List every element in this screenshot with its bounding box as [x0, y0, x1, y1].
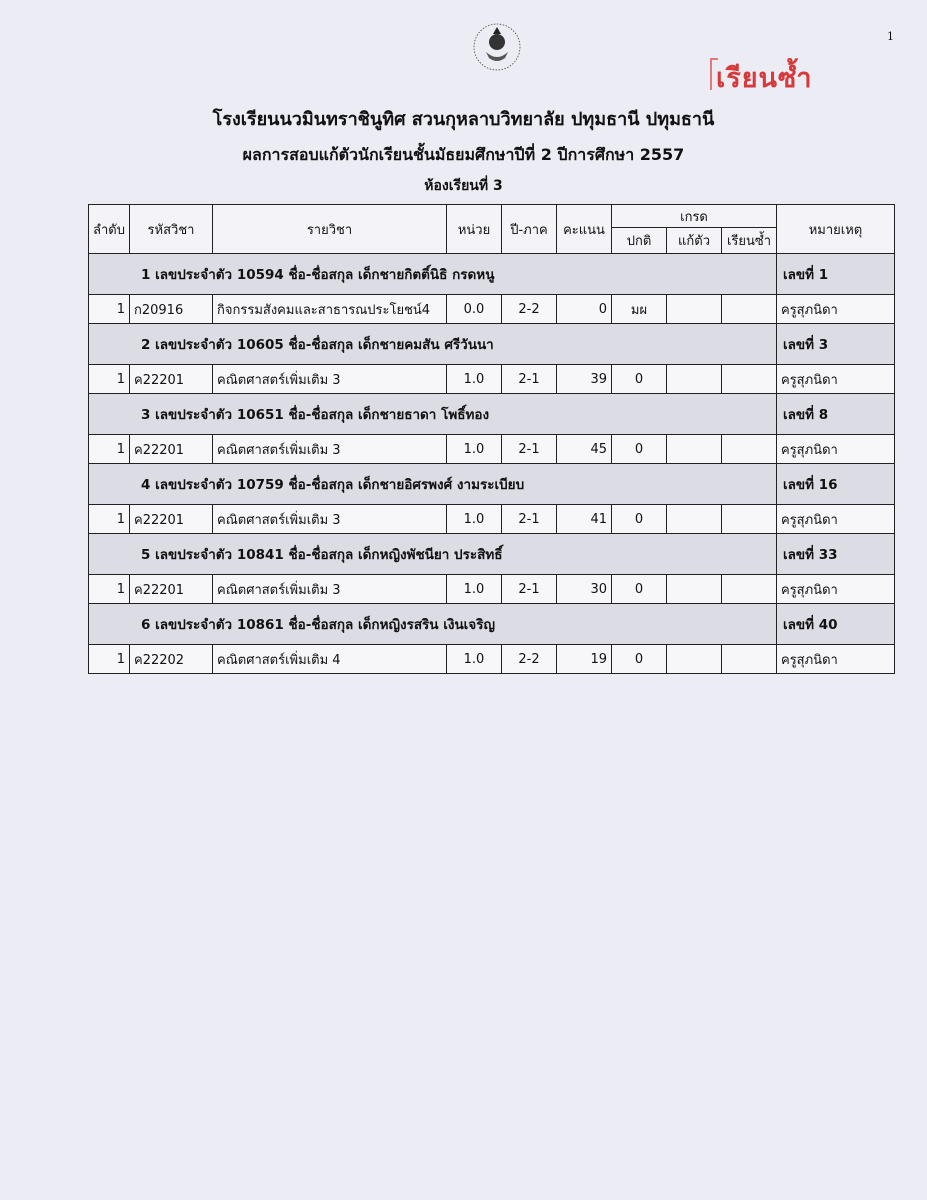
course-unit: 1.0	[447, 435, 502, 464]
repeat-class-stamp: เรียนซ้ำ	[716, 63, 813, 94]
col-subject: รายวิชา	[213, 205, 447, 254]
course-grade-repeat	[722, 295, 777, 324]
course-order: 1	[89, 575, 130, 604]
course-grade-normal: 0	[612, 505, 667, 534]
col-term: ปี-ภาค	[502, 205, 557, 254]
course-row	[89, 645, 895, 674]
course-unit: 1.0	[447, 645, 502, 674]
course-grade-repeat	[722, 365, 777, 394]
student-row	[89, 604, 895, 645]
col-grade-repeat: เรียนซ้ำ	[722, 228, 777, 254]
course-grade-repeat	[722, 435, 777, 464]
course-code: ค22201	[130, 365, 213, 394]
col-unit: หน่วย	[447, 205, 502, 254]
course-score: 30	[557, 575, 612, 604]
course-term: 2-2	[502, 645, 557, 674]
page-number: 1	[887, 30, 894, 43]
student-info: 1 เลขประจำตัว 10594 ชื่อ-ชื่อสกุล เด็กชายกิตติ์นิธิ กรดหนู	[89, 254, 777, 295]
student-info: 3 เลขประจำตัว 10651 ชื่อ-ชื่อสกุล เด็กชายธาดา โพธิ์ทอง	[89, 394, 777, 435]
course-grade-retest	[667, 505, 722, 534]
student-row	[89, 324, 895, 365]
course-subject: คณิตศาสตร์เพิ่มเติม 4	[213, 645, 447, 674]
course-term: 2-2	[502, 295, 557, 324]
course-code: ก20916	[130, 295, 213, 324]
course-remark: ครูสุภนิดา	[777, 575, 895, 604]
course-remark: ครูสุภนิดา	[777, 365, 895, 394]
seat-number: เลขที่ 8	[777, 394, 895, 435]
course-score: 41	[557, 505, 612, 534]
col-grade-normal: ปกติ	[612, 228, 667, 254]
course-code: ค22202	[130, 645, 213, 674]
course-remark: ครูสุภนิดา	[777, 295, 895, 324]
course-subject: คณิตศาสตร์เพิ่มเติม 3	[213, 575, 447, 604]
course-score: 19	[557, 645, 612, 674]
course-order: 1	[89, 645, 130, 674]
school-title: โรงเรียนนวมินทราชินูทิศ สวนกุหลาบวิทยาลัย ปทุมธานี ปทุมธานี	[212, 109, 715, 130]
course-score: 0	[557, 295, 612, 324]
col-grade: เกรด	[612, 205, 777, 228]
course-term: 2-1	[502, 435, 557, 464]
course-grade-normal: 0	[612, 435, 667, 464]
col-grade-retest: แก้ตัว	[667, 228, 722, 254]
course-order: 1	[89, 365, 130, 394]
course-order: 1	[89, 295, 130, 324]
course-subject: คณิตศาสตร์เพิ่มเติม 3	[213, 435, 447, 464]
col-remark: หมายเหตุ	[777, 205, 895, 254]
course-remark: ครูสุภนิดา	[777, 645, 895, 674]
course-term: 2-1	[502, 365, 557, 394]
course-row	[89, 575, 895, 604]
course-row	[89, 435, 895, 464]
course-grade-normal: มผ	[612, 295, 667, 324]
seat-number: เลขที่ 16	[777, 464, 895, 505]
course-code: ค22201	[130, 435, 213, 464]
course-unit: 1.0	[447, 505, 502, 534]
course-unit: 1.0	[447, 365, 502, 394]
course-subject: กิจกรรมสังคมและสาธารณประโยชน์4	[213, 295, 447, 324]
course-term: 2-1	[502, 505, 557, 534]
results-table	[88, 204, 895, 674]
school-seal-logo	[472, 22, 522, 72]
student-info: 6 เลขประจำตัว 10861 ชื่อ-ชื่อสกุล เด็กหญิงรสริน เงินเจริญ	[89, 604, 777, 645]
course-row	[89, 295, 895, 324]
course-row	[89, 365, 895, 394]
report-subtitle: ผลการสอบแก้ตัวนักเรียนชั้นมัธยมศึกษาปีที่ 2 ปีการศึกษา 2557	[242, 145, 685, 164]
col-order: ลำดับ	[89, 205, 130, 254]
room-label: ห้องเรียนที่ 3	[424, 178, 503, 194]
course-remark: ครูสุภนิดา	[777, 435, 895, 464]
course-score: 45	[557, 435, 612, 464]
student-row	[89, 534, 895, 575]
course-row	[89, 505, 895, 534]
seat-number: เลขที่ 40	[777, 604, 895, 645]
course-grade-retest	[667, 295, 722, 324]
col-code: รหัสวิชา	[130, 205, 213, 254]
course-term: 2-1	[502, 575, 557, 604]
course-subject: คณิตศาสตร์เพิ่มเติม 3	[213, 505, 447, 534]
course-grade-normal: 0	[612, 645, 667, 674]
course-grade-repeat	[722, 645, 777, 674]
course-code: ค22201	[130, 575, 213, 604]
student-info: 2 เลขประจำตัว 10605 ชื่อ-ชื่อสกุล เด็กชายคมสัน ศรีวันนา	[89, 324, 777, 365]
student-row	[89, 394, 895, 435]
course-grade-normal: 0	[612, 575, 667, 604]
student-info: 5 เลขประจำตัว 10841 ชื่อ-ชื่อสกุล เด็กหญิงพัชนียา ประสิทธิ์	[89, 534, 777, 575]
course-score: 39	[557, 365, 612, 394]
col-score: คะแนน	[557, 205, 612, 254]
course-grade-retest	[667, 435, 722, 464]
student-info: 4 เลขประจำตัว 10759 ชื่อ-ชื่อสกุล เด็กชายอิศรพงศ์ งามระเบียบ	[89, 464, 777, 505]
seat-number: เลขที่ 33	[777, 534, 895, 575]
course-grade-repeat	[722, 505, 777, 534]
course-grade-retest	[667, 645, 722, 674]
seat-number: เลขที่ 1	[777, 254, 895, 295]
course-remark: ครูสุภนิดา	[777, 505, 895, 534]
student-row	[89, 464, 895, 505]
course-grade-normal: 0	[612, 365, 667, 394]
course-unit: 0.0	[447, 295, 502, 324]
course-code: ค22201	[130, 505, 213, 534]
course-grade-retest	[667, 575, 722, 604]
course-order: 1	[89, 435, 130, 464]
course-subject: คณิตศาสตร์เพิ่มเติม 3	[213, 365, 447, 394]
student-row	[89, 254, 895, 295]
course-grade-retest	[667, 365, 722, 394]
course-order: 1	[89, 505, 130, 534]
course-grade-repeat	[722, 575, 777, 604]
seat-number: เลขที่ 3	[777, 324, 895, 365]
course-unit: 1.0	[447, 575, 502, 604]
